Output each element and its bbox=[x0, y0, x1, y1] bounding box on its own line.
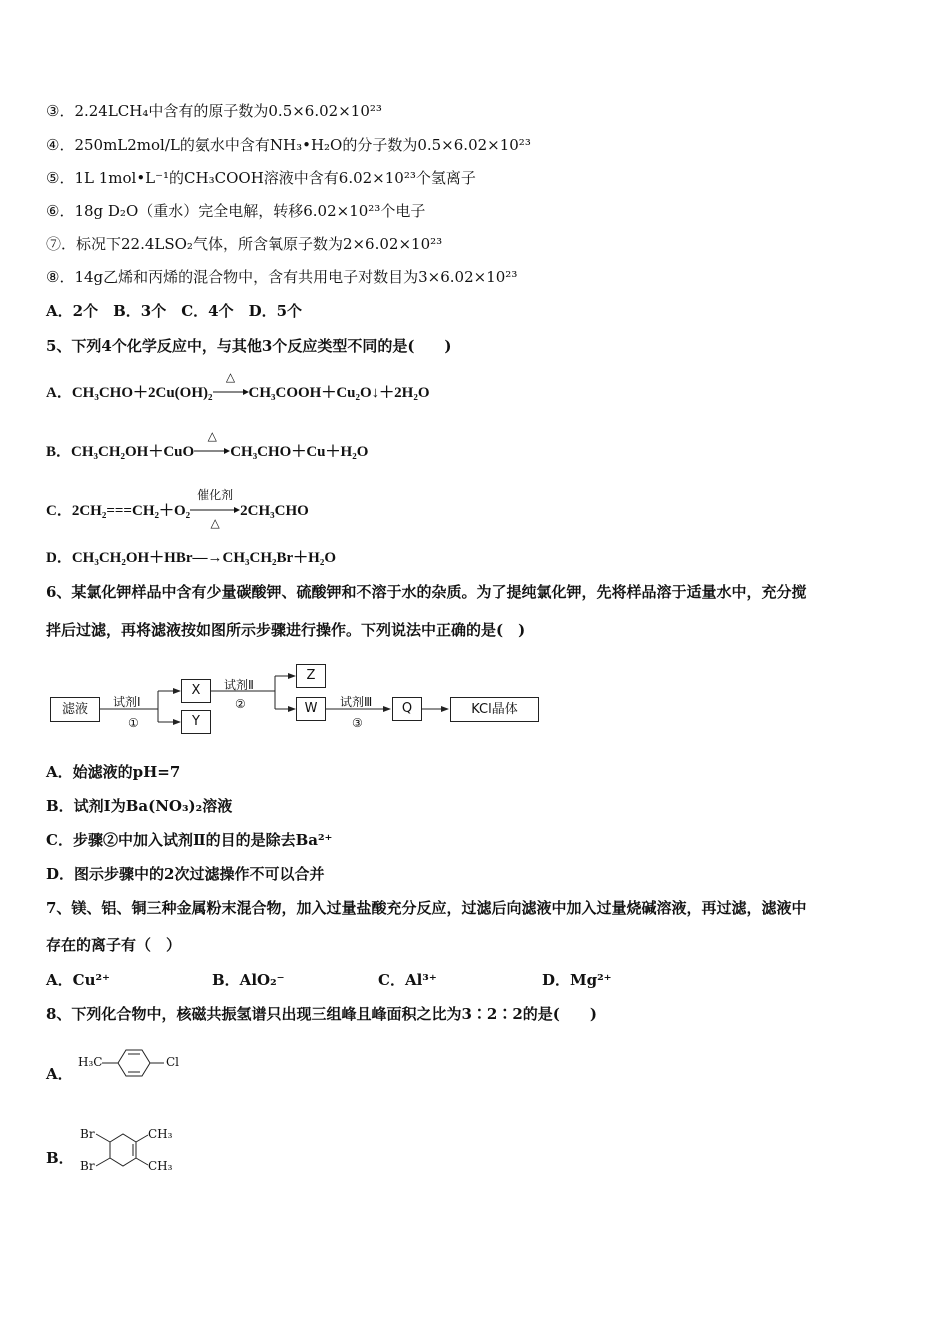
q8-b-bromo-2: Br bbox=[80, 1159, 95, 1173]
q7-stem-line2: 存在的离子有（ ） bbox=[46, 936, 182, 954]
q6-option-b: B．试剂Ⅰ为Ba(NO₃)₂溶液 bbox=[46, 797, 233, 815]
q5-a-label: A． bbox=[46, 385, 72, 401]
step1-label: ① bbox=[128, 716, 139, 730]
q7-option-c: C．Al³⁺ bbox=[378, 971, 437, 989]
q5-b-label: B． bbox=[46, 444, 72, 460]
q5-a-left: CH₃CHO＋2Cu(OH)₂ bbox=[71, 385, 213, 401]
step2-label: ② bbox=[235, 697, 246, 711]
q5-stem: 5、下列4个化学反应中，与其他3个反应类型不同的是( ) bbox=[46, 337, 452, 355]
q8-a-chloro: Cl bbox=[166, 1055, 180, 1069]
q5-a-condition: △ bbox=[225, 370, 236, 384]
statement-5: ⑤．1L 1mol•L⁻¹的CH₃COOH溶液中含有6.02×10²³个氢离子 bbox=[46, 169, 476, 187]
statement-4: ④．250mL2mol/L的氨水中含有NH₃•H₂O的分子数为0.5×6.02×10²³ bbox=[46, 136, 531, 154]
kcl-crystal-box: KCl晶体 bbox=[450, 697, 539, 722]
x-box: X bbox=[181, 679, 211, 703]
statement-6: ⑥．18g D₂O（重水）完全电解，转移6.02×10²³个电子 bbox=[46, 202, 426, 220]
q-box: Q bbox=[392, 697, 422, 721]
q5-d-label: D． bbox=[46, 550, 72, 566]
q5-c-right: 2CH₃CHO bbox=[240, 503, 309, 519]
q7-stem-line1: 7、镁、铝、铜三种金属粉末混合物，加入过量盐酸充分反应，过滤后向滤液中加入过量烧碱溶液，再过滤，滤液中 bbox=[46, 899, 807, 917]
q6-option-c: C．步骤②中加入试剂Ⅱ的目的是除去Ba²⁺ bbox=[46, 831, 333, 849]
q5-b-condition: △ bbox=[207, 429, 217, 443]
q5-c-condition-bottom: △ bbox=[210, 516, 220, 530]
q8-b-bromo-1: Br bbox=[80, 1127, 95, 1141]
q5-b-right: CH₃CHO＋Cu＋H₂O bbox=[230, 444, 369, 460]
statement-8: ⑧．14g乙烯和丙烯的混合物中，含有共用电子对数目为3×6.02×10²³ bbox=[46, 268, 518, 286]
q8-b-methyl-1: CH₃ bbox=[148, 1127, 173, 1141]
q7-option-b: B．AlO₂⁻ bbox=[212, 971, 285, 989]
q7-option-d: D．Mg²⁺ bbox=[542, 971, 612, 989]
q8-option-b-label: B． bbox=[46, 1149, 74, 1167]
q7-option-a: A．Cu²⁺ bbox=[46, 971, 110, 989]
w-box: W bbox=[296, 697, 326, 721]
step3-label: ③ bbox=[352, 716, 363, 730]
q6-option-a: A．始滤液的pH=7 bbox=[46, 763, 181, 781]
q5-c-condition-top: 催化剂 bbox=[197, 488, 234, 502]
statement-3: ③．2.24LCH₄中含有的原子数为0.5×6.02×10²³ bbox=[46, 102, 382, 120]
filtrate-box: 滤液 bbox=[50, 697, 100, 722]
q5-c-left: 2CH₂===CH₂＋O₂ bbox=[71, 503, 191, 519]
q5-a-right: CH₃COOH＋Cu₂O↓＋2H₂O bbox=[248, 385, 430, 401]
reagent3-label: 试剂Ⅲ bbox=[340, 695, 373, 709]
y-box: Y bbox=[181, 710, 211, 734]
q8-a-methyl: H₃C bbox=[78, 1055, 103, 1069]
reagent2-label: 试剂Ⅱ bbox=[224, 678, 254, 692]
q6-stem-line2: 拌后过滤，再将滤液按如图所示步骤进行操作。下列说法中正确的是( ) bbox=[46, 621, 526, 639]
q6-option-d: D．图示步骤中的2次过滤操作不可以合并 bbox=[46, 865, 325, 883]
q6-stem-line1: 6、某氯化钾样品中含有少量碳酸钾、硫酸钾和不溶于水的杂质。为了提纯氯化钾，先将样品溶于适量水中，充分搅 bbox=[46, 583, 807, 601]
reagent1-label: 试剂Ⅰ bbox=[113, 695, 141, 709]
q8-molecule-b bbox=[78, 1124, 188, 1176]
q8-b-methyl-2: CH₃ bbox=[148, 1159, 173, 1173]
q5-c-label: C． bbox=[46, 503, 72, 519]
q4-options: A．2个 B．3个 C．4个 D．5个 bbox=[46, 302, 303, 320]
z-box: Z bbox=[296, 664, 326, 688]
q8-option-a-label: A． bbox=[46, 1065, 73, 1083]
q8-molecule-a bbox=[78, 1043, 188, 1083]
q8-stem: 8、下列化合物中，核磁共振氢谱只出现三组峰且峰面积之比为3∶2∶2的是( ) bbox=[46, 1005, 597, 1023]
q5-d-text: CH₃CH₂OH＋HBr—→CH₃CH₂Br＋H₂O bbox=[71, 550, 336, 566]
statement-7: ⑦．标况下22.4LSO₂气体，所含氧原子数为2×6.02×10²³ bbox=[46, 235, 443, 253]
q5-b-left: CH₃CH₂OH＋CuO bbox=[71, 444, 195, 460]
